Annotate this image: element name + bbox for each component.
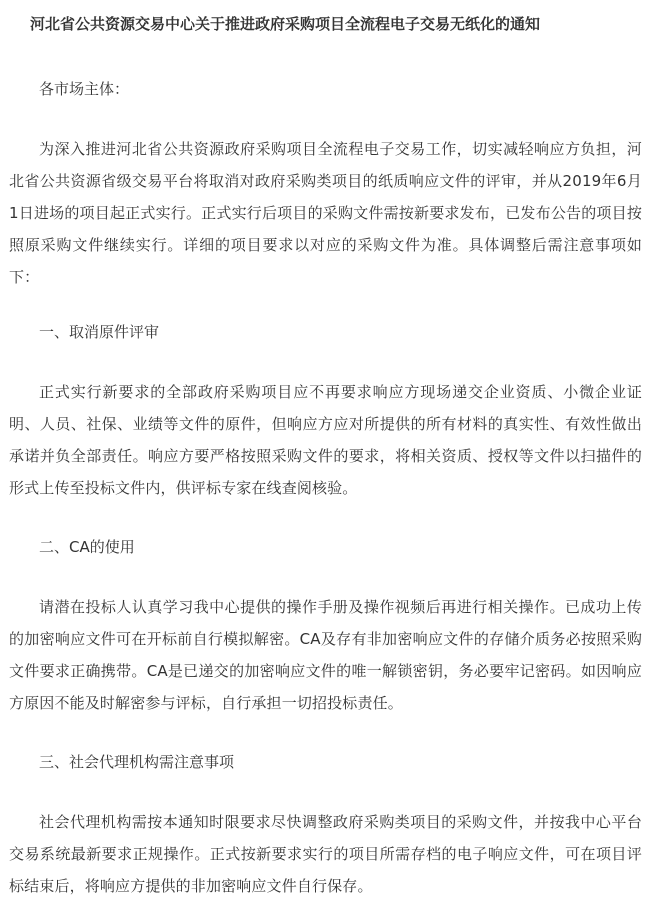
section-body-1: 正式实行新要求的全部政府采购项目应不再要求响应方现场递交企业资质、小微企业证明、人员、社保、业绩等文件的原件，但响应方应对所提供的所有材料的真实性、有效性做出承诺并负全部责任。响应方要严格按照采购文件的要求，将相关资质、授权等文件以扫描件的形式上传至投标文件内，供评标专家在线查阅核验。 bbox=[9, 383, 642, 497]
section-body-3: 社会代理机构需按本通知时限要求尽快调整政府采购类项目的采购文件，并按我中心平台交易系统最新要求正规操作。正式按新要求实行的项目所需存档的电子响应文件，可在项目评标结束后，将响应方提供的非加密响应文件自行保存。 bbox=[9, 813, 642, 895]
section-heading-1: 一、取消原件评审 bbox=[39, 323, 160, 341]
section-body-2: 请潜在投标人认真学习我中心提供的操作手册及操作视频后再进行相关操作。已成功上传的加密响应文件可在开标前自行模拟解密。CA及存有非加密响应文件的存储介质务必按照采购文件要求正确携带。CA是已递交的加密响应文件的唯一解锁密钥，务必要牢记密码。如因响应方原因不能及时解密参与评标，自行承担一切招投标责任。 bbox=[9, 598, 642, 712]
section-heading-2: 二、CA的使用 bbox=[39, 538, 135, 556]
intro-paragraph: 为深入推进河北省公共资源政府采购项目全流程电子交易工作，切实减轻响应方负担，河北省公共资源省级交易平台将取消对政府采购类项目的纸质响应文件的评审，并从2019年6月1日进场的项目起正式实行。正式实行后项目的采购文件需按新要求发布，已发布公告的项目按照原采购文件继续实行。详细的项目要求以对应的采购文件为准。具体调整后需注意事项如下： bbox=[9, 140, 642, 286]
salutation: 各市场主体： bbox=[39, 80, 130, 98]
section-heading-3: 三、社会代理机构需注意事项 bbox=[39, 753, 235, 771]
document-title: 河北省公共资源交易中心关于推进政府采购项目全流程电子交易无纸化的通知 bbox=[30, 15, 541, 33]
